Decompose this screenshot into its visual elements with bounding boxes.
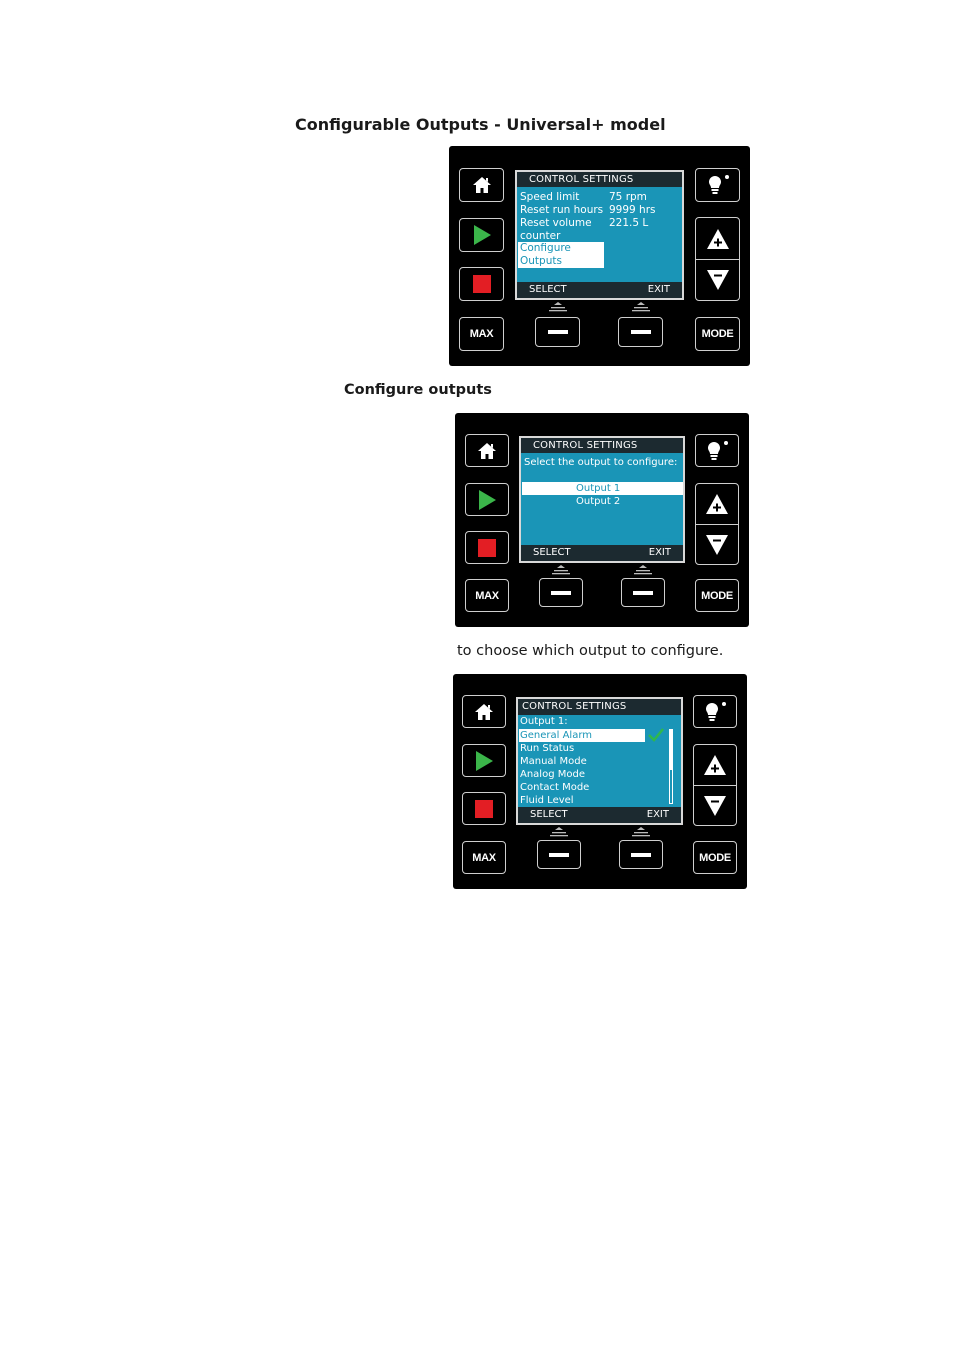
- minus-icon: [549, 853, 569, 857]
- select-label: SELECT: [529, 284, 567, 295]
- prompt-text: Select the output to configure:: [524, 457, 678, 468]
- play-icon: [477, 489, 497, 511]
- section-heading: Configure outputs: [344, 382, 492, 398]
- light-button[interactable]: [695, 168, 740, 202]
- row-label: counter: [520, 230, 561, 242]
- max-label: MAX: [475, 589, 499, 602]
- row-label: Speed limit: [520, 191, 580, 203]
- softkey-exit-button[interactable]: [621, 578, 665, 607]
- play-icon: [474, 750, 494, 772]
- home-button[interactable]: [459, 168, 504, 202]
- select-label: SELECT: [533, 547, 571, 558]
- bulb-icon: [705, 440, 729, 462]
- list-item[interactable]: Analog Mode: [520, 769, 585, 780]
- list-item[interactable]: Contact Mode: [520, 782, 590, 793]
- exit-label: EXIT: [646, 809, 669, 820]
- down-button[interactable]: [696, 524, 738, 564]
- stop-button[interactable]: [459, 267, 504, 301]
- list-item-label: General Alarm: [520, 730, 593, 741]
- minus-arrow-down-icon: [706, 269, 730, 291]
- softkey-arrow-icon: [633, 565, 653, 575]
- selected-item-line: Outputs: [520, 255, 562, 267]
- row-label: Reset run hours: [520, 204, 604, 216]
- instruction-text: to choose which output to configure.: [457, 643, 724, 659]
- minus-icon: [631, 330, 651, 334]
- exit-label: EXIT: [647, 284, 670, 295]
- stop-icon: [475, 800, 493, 818]
- home-button[interactable]: [462, 695, 506, 728]
- select-label: SELECT: [530, 809, 568, 820]
- stop-icon: [473, 275, 491, 293]
- display-screen: [515, 170, 684, 300]
- minus-icon: [548, 330, 568, 334]
- mode-label: MODE: [701, 328, 734, 340]
- mode-button[interactable]: [695, 317, 740, 351]
- home-icon: [472, 176, 492, 194]
- softkey-arrow-icon: [631, 827, 651, 837]
- minus-arrow-down-icon: [703, 795, 727, 817]
- softkey-exit-button[interactable]: [618, 317, 663, 347]
- max-button[interactable]: [459, 317, 504, 351]
- screen-title: CONTROL SETTINGS: [518, 699, 681, 715]
- home-icon: [474, 703, 494, 721]
- light-button[interactable]: [693, 695, 737, 728]
- list-header: Output 1:: [520, 716, 568, 727]
- up-down-rocker: [695, 217, 740, 301]
- pump-panel-1: [449, 146, 750, 366]
- selected-option[interactable]: [522, 482, 683, 495]
- softkey-bar: [517, 282, 682, 298]
- plus-arrow-up-icon: [703, 754, 727, 776]
- screen-title: CONTROL SETTINGS: [517, 172, 682, 187]
- scrollbar-thumb[interactable]: [670, 730, 672, 770]
- display-screen: [516, 697, 683, 825]
- start-button[interactable]: [459, 218, 504, 252]
- option-label[interactable]: Output 2: [576, 496, 621, 507]
- mode-label: MODE: [699, 851, 731, 864]
- option-label: Output 1: [576, 483, 621, 494]
- start-button[interactable]: [465, 483, 509, 516]
- softkey-bar: [521, 545, 683, 561]
- mode-label: MODE: [701, 589, 733, 602]
- pump-panel-2: [455, 413, 749, 627]
- display-screen: [519, 436, 685, 563]
- selected-item[interactable]: [518, 242, 604, 268]
- light-button[interactable]: [695, 434, 739, 467]
- max-label: MAX: [472, 851, 496, 864]
- minus-icon: [633, 591, 653, 595]
- up-button[interactable]: [696, 218, 739, 259]
- row-value: 75 rpm: [609, 191, 647, 203]
- minus-arrow-down-icon: [705, 534, 729, 556]
- start-button[interactable]: [462, 744, 506, 777]
- home-button[interactable]: [465, 434, 509, 467]
- softkey-arrow-icon: [551, 565, 571, 575]
- softkey-select-button[interactable]: [539, 578, 583, 607]
- pump-panel-3: [453, 674, 747, 889]
- max-label: MAX: [469, 328, 494, 340]
- softkey-exit-button[interactable]: [619, 840, 663, 869]
- plus-arrow-up-icon: [705, 493, 729, 515]
- down-button[interactable]: [696, 259, 739, 300]
- softkey-select-button[interactable]: [537, 840, 581, 869]
- exit-label: EXIT: [648, 547, 671, 558]
- softkey-bar: [518, 807, 681, 823]
- selected-list-item[interactable]: [519, 729, 645, 742]
- screen-title: CONTROL SETTINGS: [521, 438, 683, 453]
- plus-arrow-up-icon: [706, 228, 730, 250]
- mode-button[interactable]: [693, 841, 737, 874]
- stop-icon: [478, 539, 496, 557]
- softkey-select-button[interactable]: [535, 317, 580, 347]
- row-value: 221.5 L: [609, 217, 649, 229]
- softkey-arrow-icon: [631, 302, 651, 312]
- max-button[interactable]: [465, 579, 509, 612]
- minus-icon: [631, 853, 651, 857]
- up-down-rocker: [695, 483, 739, 565]
- up-down-rocker: [693, 744, 737, 826]
- home-icon: [477, 442, 497, 460]
- down-button[interactable]: [694, 785, 736, 825]
- page-heading: Configurable Outputs - Universal+ model: [295, 115, 666, 134]
- scrollbar[interactable]: [669, 729, 673, 804]
- list-item[interactable]: Run Status: [520, 743, 575, 754]
- up-button[interactable]: [694, 745, 736, 785]
- softkey-arrow-icon: [548, 302, 568, 312]
- list-item[interactable]: Manual Mode: [520, 756, 587, 767]
- bulb-icon: [706, 174, 730, 196]
- max-button[interactable]: [462, 841, 506, 874]
- play-icon: [472, 224, 492, 246]
- bulb-icon: [703, 701, 727, 723]
- check-icon: [648, 728, 664, 742]
- softkey-arrow-icon: [549, 827, 569, 837]
- row-label: Reset volume: [520, 217, 592, 229]
- up-button[interactable]: [696, 484, 738, 524]
- selected-item-line: Configure: [520, 242, 571, 254]
- stop-button[interactable]: [462, 792, 506, 825]
- minus-icon: [551, 591, 571, 595]
- row-value: 9999 hrs: [609, 204, 656, 216]
- mode-button[interactable]: [695, 579, 739, 612]
- list-item[interactable]: Fluid Level: [520, 795, 574, 806]
- stop-button[interactable]: [465, 531, 509, 564]
